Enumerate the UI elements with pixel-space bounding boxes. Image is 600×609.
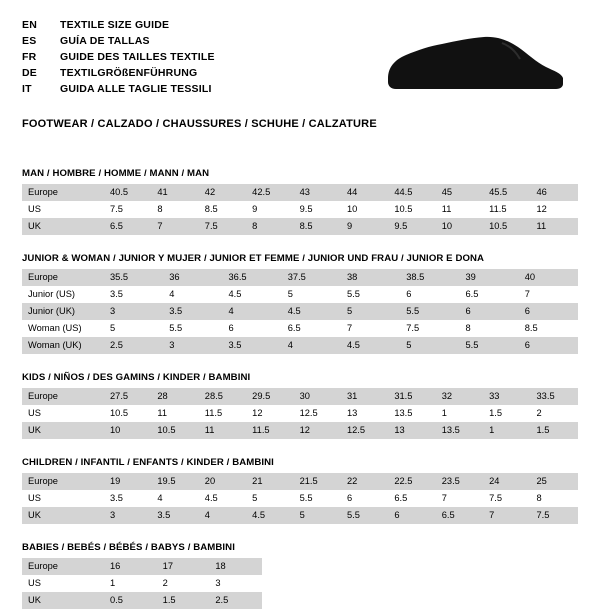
cell: 7.5: [400, 320, 459, 337]
cell: 3.5: [104, 286, 163, 303]
cell: 1.5: [483, 405, 530, 422]
cell: 44: [341, 184, 388, 201]
language-text-es: GUÍA DE TALLAS: [60, 35, 150, 47]
cell: 10.5: [151, 422, 198, 439]
cell: 30: [294, 388, 341, 405]
cell: 2: [157, 575, 210, 592]
cell: 6: [519, 337, 578, 354]
cell: 11.5: [199, 405, 246, 422]
cell: 11.5: [483, 201, 530, 218]
cell-empty: [525, 592, 578, 609]
cell: 3.5: [163, 303, 222, 320]
row-label: UK: [22, 218, 104, 235]
cell: 38.5: [400, 269, 459, 286]
cell: 3: [104, 303, 163, 320]
cell: 22: [341, 473, 388, 490]
cell: 36.5: [223, 269, 282, 286]
cell: 5: [341, 303, 400, 320]
section-title-babies: BABIES / BEBÉS / BÉBÉS / BABYS / BAMBINI: [22, 542, 235, 553]
size-table-children: [22, 473, 578, 524]
cell: 1.5: [157, 592, 210, 609]
language-code-fr: FR: [22, 51, 37, 63]
row-label: Woman (UK): [22, 337, 104, 354]
cell-empty: [525, 558, 578, 575]
table-row: [22, 388, 578, 405]
cell: 42: [199, 184, 246, 201]
section-kids: [22, 372, 578, 439]
cell: 12: [246, 405, 293, 422]
row-label: US: [22, 490, 104, 507]
cell: 11: [531, 218, 578, 235]
cell: 11: [436, 201, 483, 218]
cell: 18: [209, 558, 262, 575]
cell: 6: [519, 303, 578, 320]
cell-empty: [473, 575, 526, 592]
cell: 27.5: [104, 388, 151, 405]
table-row: [22, 405, 578, 422]
row-label: US: [22, 575, 104, 592]
cell: 3: [163, 337, 222, 354]
cell-empty: [420, 558, 473, 575]
cell: 7: [151, 218, 198, 235]
table-row: [22, 337, 578, 354]
cell: 9: [246, 201, 293, 218]
cell: 22.5: [388, 473, 435, 490]
cell: 10.5: [388, 201, 435, 218]
cell: 45.5: [483, 184, 530, 201]
table-row: [22, 269, 578, 286]
cell-empty: [315, 575, 368, 592]
cell: 9.5: [388, 218, 435, 235]
cell: 8: [460, 320, 519, 337]
section-babies: [22, 542, 578, 609]
cell: 8.5: [199, 201, 246, 218]
cell: 19: [104, 473, 151, 490]
language-code-it: IT: [22, 83, 32, 95]
table-row: [22, 558, 578, 575]
language-text-fr: GUIDE DES TAILLES TEXTILE: [60, 51, 215, 63]
cell-empty: [367, 592, 420, 609]
cell: 4: [163, 286, 222, 303]
cell: 7.5: [531, 507, 578, 524]
cell: 19.5: [151, 473, 198, 490]
cell-empty: [367, 558, 420, 575]
cell: 20: [199, 473, 246, 490]
cell: 10: [104, 422, 151, 439]
cell: 4: [199, 507, 246, 524]
row-label: Europe: [22, 473, 104, 490]
language-row-it: [22, 82, 215, 97]
cell-empty: [473, 592, 526, 609]
cell: 12: [294, 422, 341, 439]
cell: 33: [483, 388, 530, 405]
cell-empty: [262, 592, 315, 609]
cell: 6.5: [282, 320, 341, 337]
row-label: UK: [22, 592, 104, 609]
cell-empty: [420, 592, 473, 609]
cell: 36: [163, 269, 222, 286]
cell: 6: [400, 286, 459, 303]
cell: 13: [388, 422, 435, 439]
cell: 4.5: [223, 286, 282, 303]
language-text-en: TEXTILE SIZE GUIDE: [60, 19, 170, 31]
cell: 7: [341, 320, 400, 337]
cell: 31.5: [388, 388, 435, 405]
cell: 11: [199, 422, 246, 439]
header: [22, 18, 578, 101]
language-list: [22, 18, 215, 97]
cell: 7.5: [104, 201, 151, 218]
cell: 28: [151, 388, 198, 405]
cell: 7.5: [483, 490, 530, 507]
cell: 17: [157, 558, 210, 575]
cell: 24: [483, 473, 530, 490]
cell: 3: [209, 575, 262, 592]
cell: 7.5: [199, 218, 246, 235]
cell-empty: [473, 558, 526, 575]
cell: 5: [104, 320, 163, 337]
cell-empty: [525, 575, 578, 592]
cell: 4: [223, 303, 282, 320]
table-row: [22, 422, 578, 439]
cell: 33.5: [531, 388, 578, 405]
row-label: Junior (UK): [22, 303, 104, 320]
cell: 29.5: [246, 388, 293, 405]
cell: 6: [388, 507, 435, 524]
cell: 46: [531, 184, 578, 201]
row-label: US: [22, 201, 104, 218]
cell: 4.5: [246, 507, 293, 524]
cell: 5.5: [163, 320, 222, 337]
cell: 8: [151, 201, 198, 218]
cell: 3.5: [104, 490, 151, 507]
cell: 13.5: [388, 405, 435, 422]
cell: 6.5: [460, 286, 519, 303]
cell: 8.5: [519, 320, 578, 337]
cell: 25: [531, 473, 578, 490]
cell: 43: [294, 184, 341, 201]
cell-empty: [420, 575, 473, 592]
cell: 12: [531, 201, 578, 218]
cell: 4: [282, 337, 341, 354]
dress-shoe-icon: [384, 34, 564, 101]
cell: 3: [104, 507, 151, 524]
row-label: UK: [22, 422, 104, 439]
language-code-en: EN: [22, 19, 37, 31]
row-label: Europe: [22, 388, 104, 405]
cell: 5: [282, 286, 341, 303]
cell: 10: [341, 201, 388, 218]
cell-empty: [315, 558, 368, 575]
cell: 16: [104, 558, 157, 575]
cell: 10.5: [104, 405, 151, 422]
section-title-man: MAN / HOMBRE / HOMME / MANN / MAN: [22, 168, 210, 179]
cell-empty: [262, 575, 315, 592]
cell: 5: [294, 507, 341, 524]
table-row: [22, 473, 578, 490]
section-children: [22, 457, 578, 524]
section-title-kids: KIDS / NIÑOS / DES GAMINS / KINDER / BAMBINI: [22, 372, 251, 383]
section-junior-woman: [22, 253, 578, 354]
language-row-en: [22, 18, 215, 33]
cell: 31: [341, 388, 388, 405]
cell: 6.5: [436, 507, 483, 524]
cell: 23.5: [436, 473, 483, 490]
cell: 21.5: [294, 473, 341, 490]
cell: 4: [151, 490, 198, 507]
table-row: [22, 320, 578, 337]
table-row: [22, 575, 578, 592]
cell: 1.5: [531, 422, 578, 439]
cell: 8: [246, 218, 293, 235]
cell: 40: [519, 269, 578, 286]
row-label: Europe: [22, 558, 104, 575]
row-label: Europe: [22, 184, 104, 201]
cell-empty: [367, 575, 420, 592]
cell: 13: [341, 405, 388, 422]
size-table-man: [22, 184, 578, 235]
cell: 2: [531, 405, 578, 422]
cell: 6: [341, 490, 388, 507]
cell: 10: [436, 218, 483, 235]
cell: 42.5: [246, 184, 293, 201]
cell: 1: [483, 422, 530, 439]
cell: 35.5: [104, 269, 163, 286]
cell: 4.5: [199, 490, 246, 507]
size-table-babies: [22, 558, 578, 609]
cell: 40.5: [104, 184, 151, 201]
row-label: Woman (US): [22, 320, 104, 337]
cell: 7: [519, 286, 578, 303]
table-row: [22, 490, 578, 507]
cell: 9.5: [294, 201, 341, 218]
cell: 7: [483, 507, 530, 524]
category-title: FOOTWEAR / CALZADO / CHAUSSURES / SCHUHE / CALZATURE: [22, 118, 377, 130]
cell: 0.5: [104, 592, 157, 609]
cell: 6: [460, 303, 519, 320]
cell: 5.5: [400, 303, 459, 320]
cell: 39: [460, 269, 519, 286]
cell: 1: [104, 575, 157, 592]
language-row-fr: [22, 50, 215, 65]
cell-empty: [262, 558, 315, 575]
cell: 44.5: [388, 184, 435, 201]
cell: 5.5: [341, 286, 400, 303]
cell: 6: [223, 320, 282, 337]
section-title-children: CHILDREN / INFANTIL / ENFANTS / KINDER / BAMBINI: [22, 457, 274, 468]
size-table-kids: [22, 388, 578, 439]
cell: 11: [151, 405, 198, 422]
language-text-de: TEXTILGRÖßENFÜHRUNG: [60, 67, 198, 79]
table-row: [22, 218, 578, 235]
language-code-de: DE: [22, 67, 37, 79]
cell: 12.5: [341, 422, 388, 439]
row-label: UK: [22, 507, 104, 524]
cell: 9: [341, 218, 388, 235]
row-label: Junior (US): [22, 286, 104, 303]
cell: 41: [151, 184, 198, 201]
language-code-es: ES: [22, 35, 37, 47]
cell: 3.5: [151, 507, 198, 524]
cell: 8: [531, 490, 578, 507]
table-row: [22, 201, 578, 218]
cell: 1: [436, 405, 483, 422]
language-row-de: [22, 66, 215, 81]
cell: 2.5: [209, 592, 262, 609]
size-table-junior-woman: [22, 269, 578, 354]
row-label: Europe: [22, 269, 104, 286]
cell: 5: [246, 490, 293, 507]
cell: 5.5: [294, 490, 341, 507]
cell: 7: [436, 490, 483, 507]
table-row: [22, 592, 578, 609]
cell: 5.5: [460, 337, 519, 354]
section-title-junior-woman: JUNIOR & WOMAN / JUNIOR Y MUJER / JUNIOR ET FEMME / JUNIOR UND FRAU / JUNIOR E DONA: [22, 253, 485, 264]
table-row: [22, 184, 578, 201]
cell: 6.5: [104, 218, 151, 235]
table-row: [22, 303, 578, 320]
language-text-it: GUIDA ALLE TAGLIE TESSILI: [60, 83, 212, 95]
section-man: [22, 168, 578, 235]
cell: 4.5: [282, 303, 341, 320]
table-row: [22, 507, 578, 524]
cell-empty: [315, 592, 368, 609]
cell: 13.5: [436, 422, 483, 439]
cell: 5: [400, 337, 459, 354]
cell: 2.5: [104, 337, 163, 354]
cell: 5.5: [341, 507, 388, 524]
cell: 10.5: [483, 218, 530, 235]
table-row: [22, 286, 578, 303]
cell: 3.5: [223, 337, 282, 354]
cell: 45: [436, 184, 483, 201]
cell: 4.5: [341, 337, 400, 354]
cell: 38: [341, 269, 400, 286]
language-row-es: [22, 34, 215, 49]
cell: 28.5: [199, 388, 246, 405]
cell: 6.5: [388, 490, 435, 507]
row-label: US: [22, 405, 104, 422]
cell: 37.5: [282, 269, 341, 286]
cell: 32: [436, 388, 483, 405]
cell: 12.5: [294, 405, 341, 422]
cell: 8.5: [294, 218, 341, 235]
cell: 21: [246, 473, 293, 490]
cell: 11.5: [246, 422, 293, 439]
